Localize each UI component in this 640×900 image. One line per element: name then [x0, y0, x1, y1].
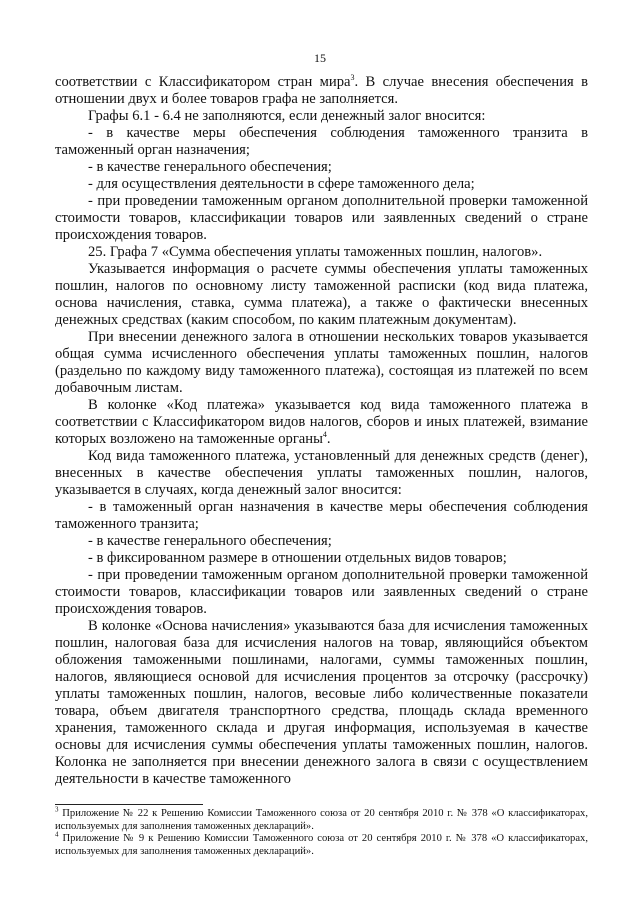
- footnote: [55, 805, 588, 833]
- paragraph-text: В колонке «Основа начисления» указываются база для исчисления таможенных пошлин, налоговая база для исчисления налогов на товар, являющийся объектом обложения таможенными пошлинами, налогами, суммы таможенных пошлин, налогов, являющиеся основой для исчисления процентов за отсрочку (рассрочку) уплаты таможенных пошлин, налогов, весовые либо количественные показатели товара, объем двигателя транспортного средства, площадь склада временного хранения, таможенного склада и другая информация, используемая в качестве основы для исчисления суммы обеспечения уплаты таможенных пошлин, налогов. Колонка не заполняется при внесении денежного залога в связи с осуществлением деятельности в качестве таможенного: [55, 618, 588, 787]
- paragraph: [55, 74, 588, 108]
- footnote-text: Приложение № 9 к Решению Комиссии Таможенного союза от 20 сентября 2010 г. № 378 «О классификаторах, используемых для заполнения таможенных деклараций».: [55, 833, 588, 857]
- paragraph-text: В колонке «Код платежа» указывается код вида таможенного платежа в соответствии с Классификатором видов налогов, сборов и иных платежей, взимание которых возложено на таможенные органы: [55, 397, 588, 447]
- paragraph-text: соответствии с Классификатором стран мира: [55, 74, 351, 90]
- paragraph: [55, 193, 588, 244]
- paragraph-text: - в качестве генерального обеспечения;: [88, 159, 332, 175]
- paragraph: [55, 499, 588, 533]
- footnotes: [55, 805, 588, 858]
- paragraph-text: При внесении денежного залога в отношении нескольких товаров указывается общая сумма исчисленного обеспечения уплаты таможенных пошлин, налогов (раздельно по каждому виду таможенного платежа), состоящая из платежей по всем добавочным листам.: [55, 329, 588, 396]
- paragraph: [55, 397, 588, 448]
- paragraph-text: - в таможенный орган назначения в качестве меры обеспечения соблюдения таможенного транзита;: [55, 499, 588, 532]
- paragraph-text: Графы 6.1 - 6.4 не заполняются, если денежный залог вносится:: [88, 108, 486, 124]
- paragraph-text: - при проведении таможенным органом дополнительной проверки таможенной стоимости товаров, классификации товаров или заявленных сведений о стране происхождения товаров.: [55, 567, 588, 617]
- paragraph: [55, 618, 588, 788]
- paragraph-text: - в качестве меры обеспечения соблюдения таможенного транзита в таможенный орган назначения;: [55, 125, 588, 158]
- paragraph-text: 25. Графа 7 «Сумма обеспечения уплаты таможенных пошлин, налогов».: [88, 244, 543, 260]
- footnote-ref: 3: [350, 73, 355, 83]
- footnote: [55, 830, 588, 858]
- footnote-ref: 4: [322, 430, 327, 440]
- paragraph-text: - при проведении таможенным органом дополнительной проверки таможенной стоимости товаров, классификации товаров или заявленных сведений о стране происхождения товаров.: [55, 193, 588, 243]
- page-number: 15: [314, 51, 326, 65]
- paragraph: [55, 108, 588, 125]
- document-body: [55, 74, 588, 788]
- footnote-mark: 3: [55, 805, 59, 814]
- paragraph-text: - в фиксированном размере в отношении отдельных видов товаров;: [88, 550, 507, 566]
- paragraph-text: Код вида таможенного платежа, установленный для денежных средств (денег), внесенных в качестве обеспечения уплаты таможенных пошлин, налогов, указывается в случаях, когда денежный залог вносится:: [55, 448, 588, 498]
- paragraph-text-tail: .: [326, 431, 331, 447]
- paragraph: [55, 176, 588, 193]
- paragraph: [55, 159, 588, 176]
- paragraph-text: - для осуществления деятельности в сфере таможенного дела;: [88, 176, 475, 192]
- footnote-mark: 4: [55, 830, 59, 839]
- paragraph: [55, 261, 588, 329]
- paragraph: [55, 533, 588, 550]
- paragraph-text-tail: . В случае внесения обеспечения в отношении двух и более товаров графа не заполняется.: [55, 74, 589, 107]
- paragraph-text: - в качестве генерального обеспечения;: [88, 533, 332, 549]
- paragraph: [55, 125, 588, 159]
- paragraph: [55, 550, 588, 567]
- footnote-text: Приложение № 22 к Решению Комиссии Таможенного союза от 20 сентября 2010 г. № 378 «О классификаторах, используемых для заполнения таможенных деклараций».: [55, 808, 588, 832]
- paragraph: [55, 567, 588, 618]
- footnote-separator: [55, 804, 203, 805]
- paragraph-text: Указывается информация о расчете суммы обеспечения уплаты таможенных пошлин, налогов по основному листу таможенной расписки (код вида платежа, основа начисления, ставка, сумма платежа), а также о фактически внесенных денежных средствах (каким способом, по каким платежным документам).: [55, 261, 588, 328]
- paragraph: [55, 244, 588, 261]
- paragraph: [55, 329, 588, 397]
- paragraph: [55, 448, 588, 499]
